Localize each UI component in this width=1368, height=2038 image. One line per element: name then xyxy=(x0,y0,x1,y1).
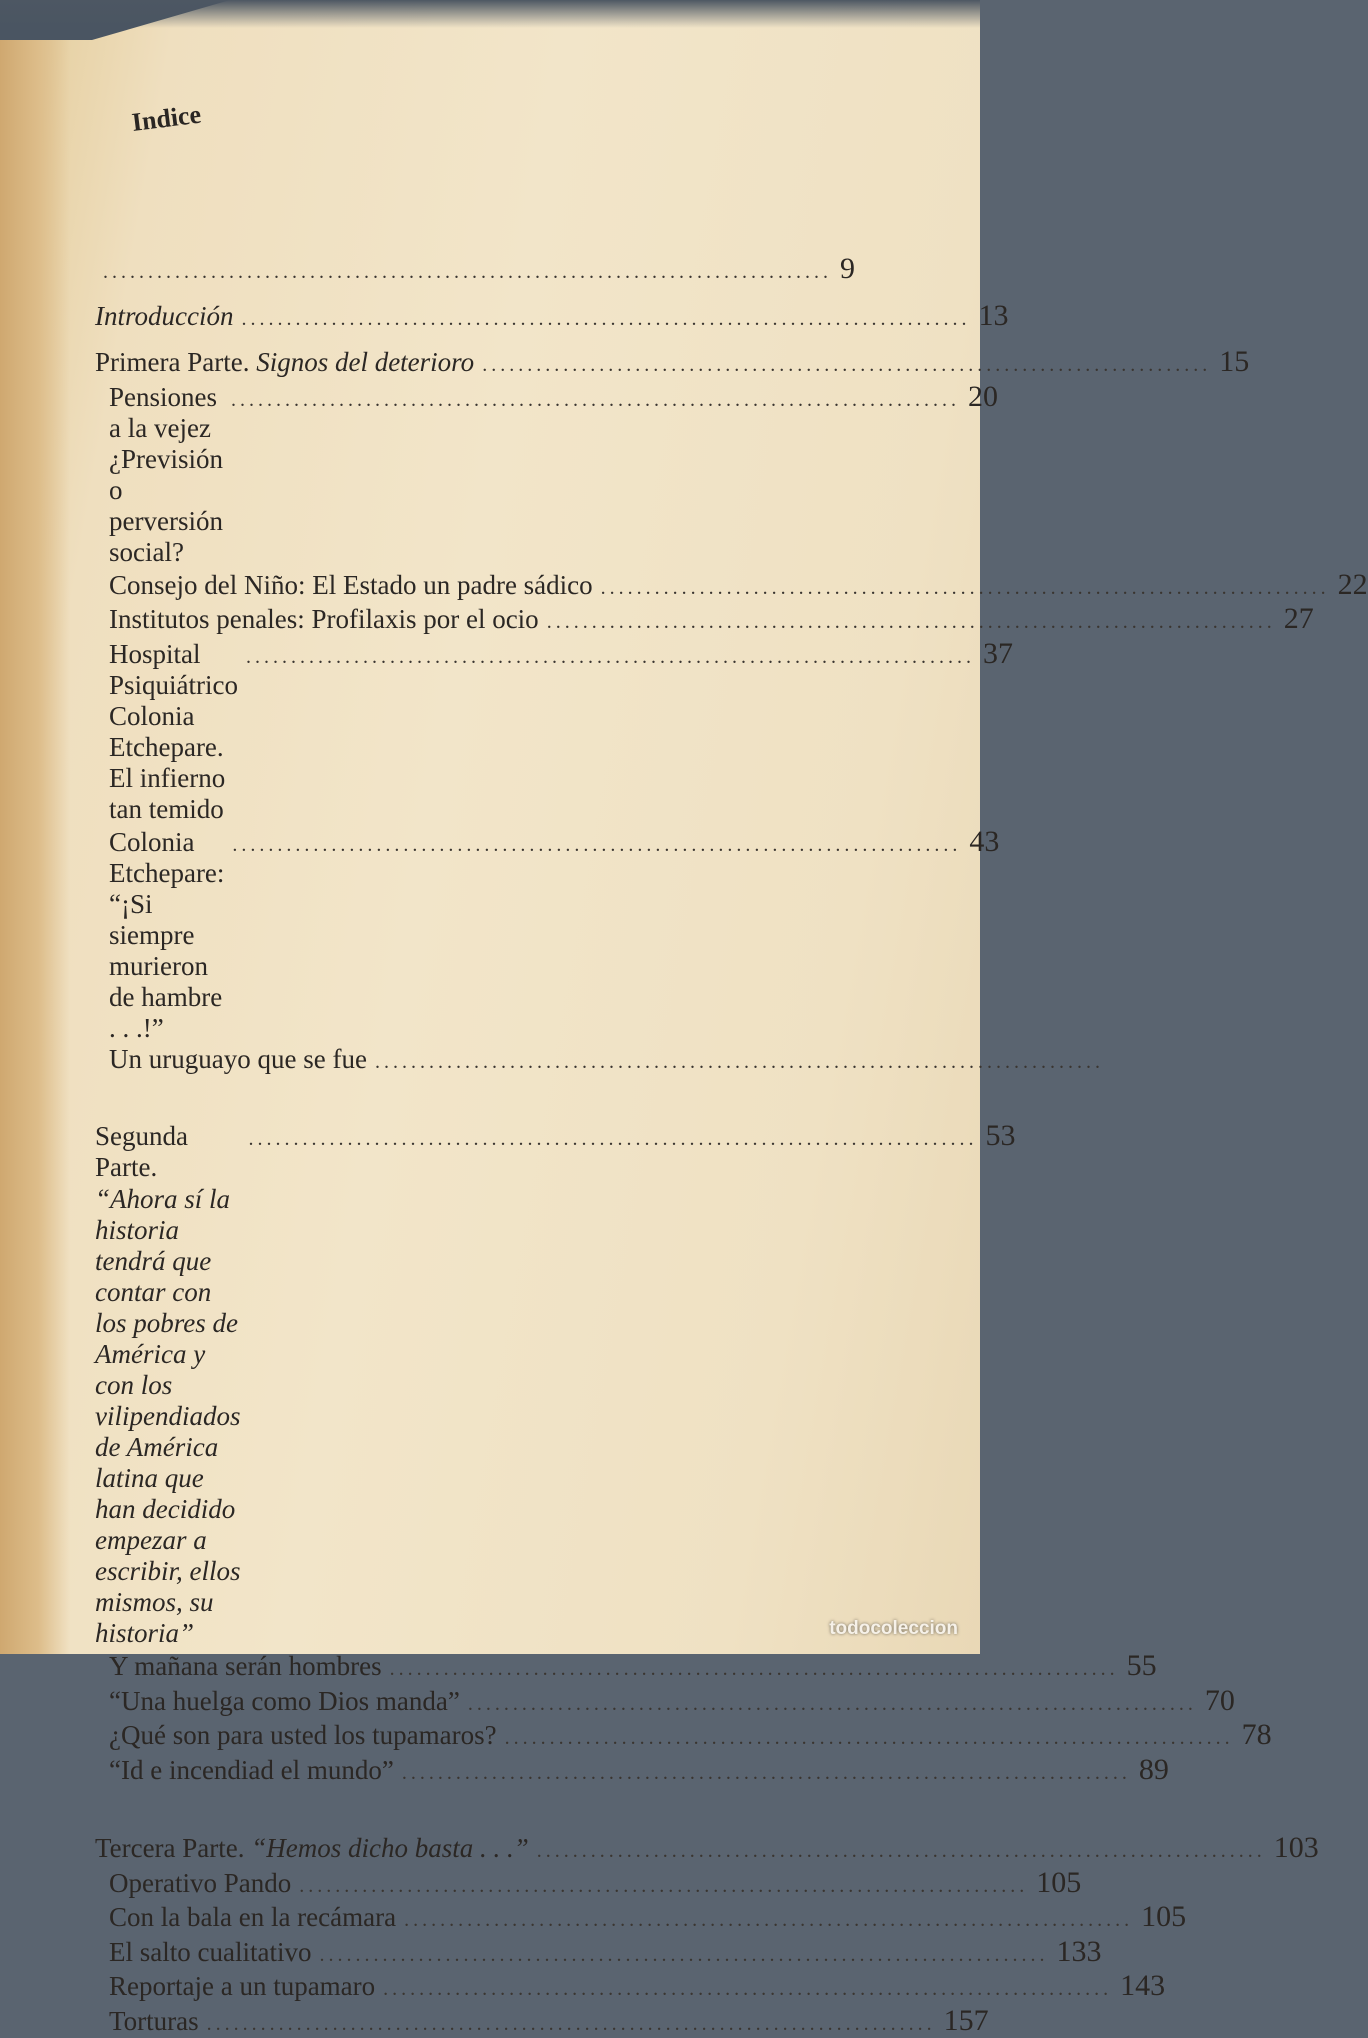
toc-entry-title: Operativo Pando xyxy=(109,1867,292,1898)
toc-page-number: 15 xyxy=(1219,345,1250,378)
page-gutter xyxy=(0,0,70,1654)
toc-entry xyxy=(95,1683,1235,1719)
leader-dots: ................................................................................. xyxy=(536,1840,1266,1863)
leader-dots: ................................................................................. xyxy=(103,261,832,283)
toc-entry-title xyxy=(95,1121,240,1649)
toc-page-number: 13 xyxy=(978,298,1009,332)
toc-entry-title: Hospital Psiquiátrico Colonia Etchepare. El infierno tan temido xyxy=(109,638,238,825)
leader-dots: ................................................................................. xyxy=(374,1051,1104,1074)
toc-entry-title: ¿Qué son para usted los tupamaros? xyxy=(109,1720,497,1751)
toc-page-number: 53 xyxy=(985,1119,1016,1153)
toc-entry xyxy=(95,1044,1104,1075)
toc-entry-title: Consejo del Niño: El Estado un padre sádico xyxy=(109,569,593,600)
leader-dots: ................................................................................. xyxy=(248,1128,978,1151)
toc-entry xyxy=(95,602,1314,637)
toc-entry xyxy=(95,379,998,568)
toc-page-number: 105 xyxy=(1141,1900,1187,1934)
toc-page-number: 43 xyxy=(969,825,1000,859)
toc-entry xyxy=(95,1865,1082,1901)
toc-entry-title: Institutos penales: Profilaxis por el ocio xyxy=(109,604,539,635)
toc-entry-title: El salto cualitativo xyxy=(109,1936,312,1967)
leader-dots: ................................................................................. xyxy=(467,1692,1197,1715)
toc-entry xyxy=(95,1752,1169,1788)
leader-dots: ................................................................................. xyxy=(482,354,1212,376)
part-label: Tercera Parte. xyxy=(95,1833,245,1864)
toc-entry-title xyxy=(95,347,474,378)
toc-page-number: 27 xyxy=(1283,602,1314,636)
leader-dots: ................................................................................. xyxy=(600,576,1330,599)
spacer xyxy=(95,287,830,299)
toc-page-number: 9 xyxy=(840,252,855,285)
leader-dots: ................................................................................. xyxy=(230,388,960,411)
leader-dots: ................................................................................. xyxy=(383,1978,1113,2001)
toc-entry xyxy=(95,636,1013,825)
toc-page-number: 105 xyxy=(1036,1865,1082,1899)
part-title: “Hemos dicho basta . . .” xyxy=(251,1833,529,1864)
toc-page-number: 22 xyxy=(1337,567,1368,601)
leader-dots: ................................................................................. xyxy=(389,1658,1119,1681)
spacer xyxy=(95,1787,830,1831)
toc-entry xyxy=(95,2003,989,2038)
toc-entry-title xyxy=(95,1833,529,1864)
toc-page-number: 55 xyxy=(1126,1649,1157,1683)
watermark: todocoleccion xyxy=(829,1618,958,1639)
toc-entry-title: Un uruguayo que se fue xyxy=(109,1044,367,1075)
spacer xyxy=(95,333,830,345)
leader-dots: ................................................................................. xyxy=(504,1727,1234,1750)
leader-dots: ................................................................................. xyxy=(401,1761,1131,1784)
toc-entry-title: Y mañana serán hombres xyxy=(109,1651,382,1682)
toc-entry xyxy=(95,825,1000,1044)
part-label: Segunda Parte. xyxy=(95,1121,188,1183)
toc-entry-title: Torturas xyxy=(109,2005,199,2036)
toc-entry xyxy=(95,1934,1102,1970)
top-shadow xyxy=(0,0,980,28)
toc-page-number: 133 xyxy=(1056,1934,1102,1968)
toc-entry xyxy=(95,1969,1166,2004)
leader-dots: ................................................................................. xyxy=(546,611,1276,634)
index-heading: Indice xyxy=(130,99,203,137)
toc-part-entry xyxy=(95,1831,1319,1866)
leader-dots: ................................................................................. xyxy=(206,2012,936,2035)
toc-entry-title: “Id e incendiad el mundo” xyxy=(109,1754,394,1785)
toc-entry xyxy=(95,298,1009,334)
toc-entry xyxy=(95,567,1368,603)
leader-dots: ................................................................................. xyxy=(319,1943,1049,1966)
leader-dots: ................................................................................. xyxy=(232,834,962,857)
toc-entry xyxy=(95,252,855,287)
toc-page-number: 70 xyxy=(1204,1683,1235,1717)
spacer xyxy=(95,1075,830,1119)
toc-part-entry xyxy=(95,345,1250,380)
toc-entry xyxy=(95,1900,1187,1935)
toc-page-number: 103 xyxy=(1273,1831,1319,1865)
part-title: “Ahora sí la historia tendrá que contar con los pobres de América y con los vilipendiados de América latina que han decidido empezar a escribir, ellos mismos, su historia” xyxy=(95,1183,241,1649)
toc-page-number: 89 xyxy=(1138,1752,1169,1786)
toc-entry xyxy=(95,1649,1157,1684)
toc-page-number: 143 xyxy=(1120,1969,1166,2003)
toc-entry-title: Pensiones a la vejez ¿Previsión o perversión social? xyxy=(109,381,223,567)
leader-dots: ................................................................................. xyxy=(299,1874,1029,1897)
toc-page-number: 78 xyxy=(1241,1718,1272,1752)
toc-entry-title: Con la bala en la recámara xyxy=(109,1902,397,1933)
toc-page-number: 37 xyxy=(982,636,1013,670)
leader-dots: ................................................................................. xyxy=(245,645,975,668)
toc-entry-title: Colonia Etchepare: “¡Si siempre murieron de hambre . . .!” xyxy=(109,827,225,1044)
toc-entry-title: “Una huelga como Dios manda” xyxy=(109,1685,460,1716)
leader-dots: ................................................................................. xyxy=(404,1909,1134,1932)
toc-page-number: 157 xyxy=(943,2003,989,2037)
part-title: Signos del deterioro xyxy=(256,347,475,377)
part-label: Primera Parte. xyxy=(95,347,250,377)
toc-page-number: 20 xyxy=(967,379,998,413)
toc-entry-title: Introducción xyxy=(95,300,234,331)
toc-entry-title: Reportaje a un tupamaro xyxy=(109,1971,376,2002)
leader-dots: ................................................................................. xyxy=(241,307,971,330)
toc-entry xyxy=(95,1718,1272,1753)
